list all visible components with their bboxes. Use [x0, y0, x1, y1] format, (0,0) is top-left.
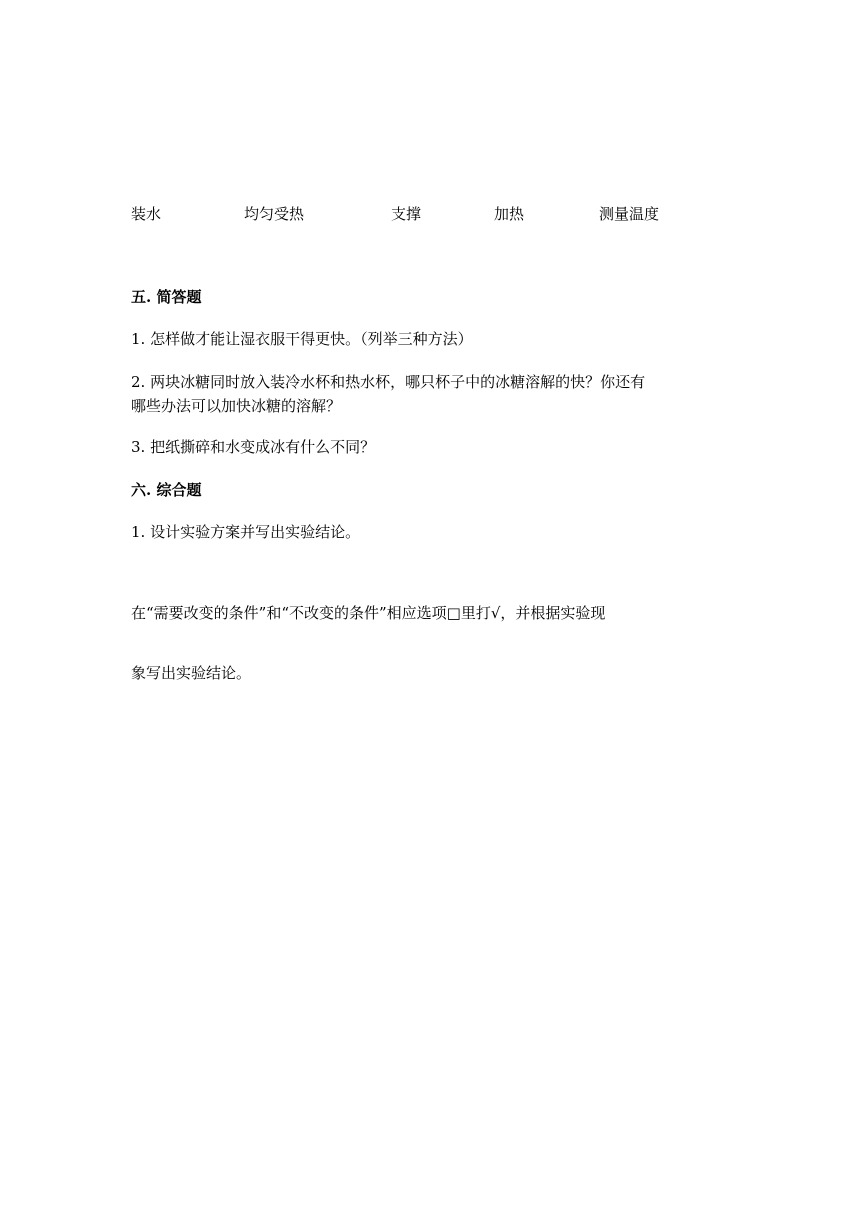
- question-item: 1. 设计实验方案并写出实验结论。: [131, 523, 361, 541]
- term-item: 加热: [494, 205, 525, 223]
- term-item: 支撑: [391, 205, 422, 223]
- instruction-text: 在“需要改变的条件”和“不改变的条件”相应选项□里打√，并根据实验现: [131, 604, 606, 622]
- question-item: 2. 两块冰糖同时放入装冷水杯和热水杯，哪只杯子中的冰糖溶解的快？你还有: [131, 373, 646, 391]
- term-item: 测量温度: [599, 205, 660, 223]
- term-item: 装水: [131, 205, 162, 223]
- term-item: 均匀受热: [244, 205, 305, 223]
- instruction-text-continuation: 象写出实验结论。: [131, 664, 252, 682]
- section-heading-comprehensive: 六. 综合题: [131, 481, 202, 499]
- section-heading-short-answer: 五. 简答题: [131, 288, 202, 306]
- question-item: 1. 怎样做才能让湿衣服干得更快。（列举三种方法）: [131, 330, 473, 348]
- question-item: 3. 把纸撕碎和水变成冰有什么不同？: [131, 438, 376, 456]
- question-item-continuation: 哪些办法可以加快冰糖的溶解？: [131, 397, 342, 415]
